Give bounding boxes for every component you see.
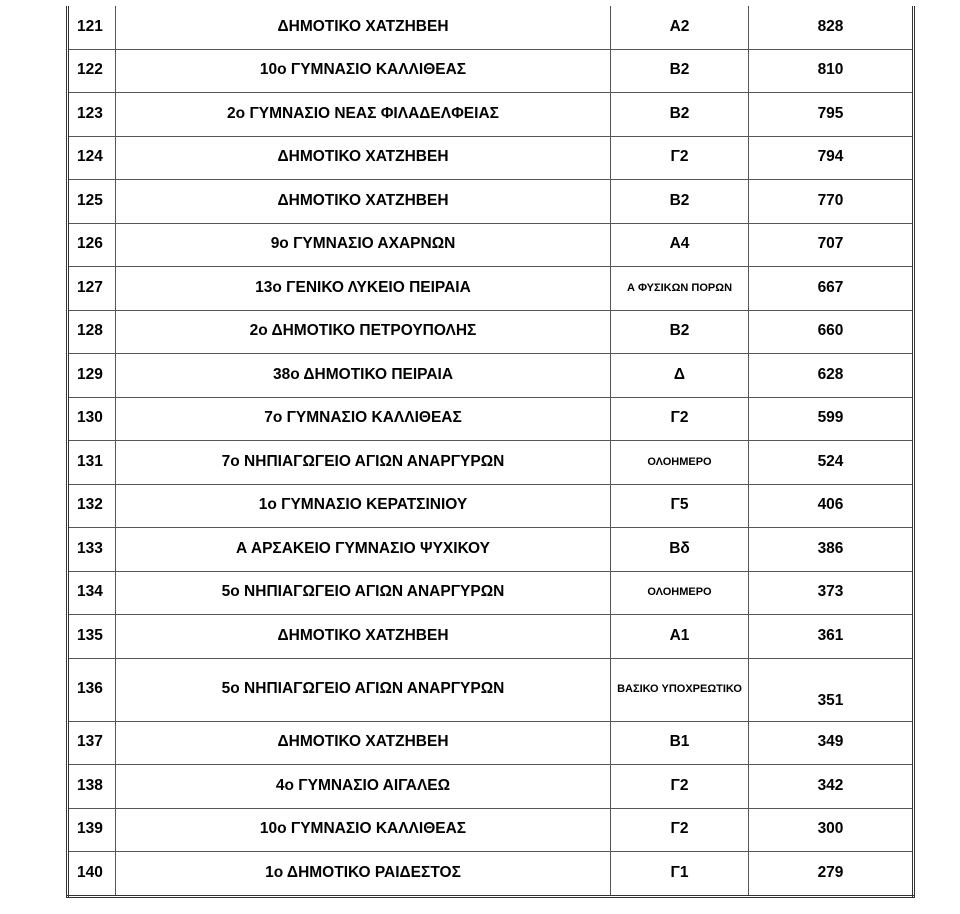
class-cell: Γ2 (611, 136, 749, 180)
class-cell: Β1 (611, 721, 749, 765)
rank-cell: 121 (68, 6, 116, 49)
value-cell: 628 (749, 354, 914, 398)
table-row (68, 223, 914, 267)
results-table-container (66, 6, 912, 898)
table-row (68, 571, 914, 615)
class-cell: Βδ (611, 528, 749, 572)
value-cell: 828 (749, 6, 914, 49)
school-cell: ΔΗΜΟΤΙΚΟ ΧΑΤΖΗΒΕΗ (116, 721, 611, 765)
class-cell: Β2 (611, 49, 749, 93)
school-cell: 4ο ΓΥΜΝΑΣΙΟ ΑΙΓΑΛΕΩ (116, 765, 611, 809)
class-cell: Α4 (611, 223, 749, 267)
rank-cell: 130 (68, 397, 116, 441)
value-cell: 599 (749, 397, 914, 441)
rank-cell: 134 (68, 571, 116, 615)
table-row (68, 397, 914, 441)
rank-cell: 122 (68, 49, 116, 93)
value-cell: 524 (749, 441, 914, 485)
value-cell: 349 (749, 721, 914, 765)
school-cell: ΔΗΜΟΤΙΚΟ ΧΑΤΖΗΒΕΗ (116, 6, 611, 49)
table-row (68, 310, 914, 354)
rank-cell: 136 (68, 658, 116, 721)
value-cell: 406 (749, 484, 914, 528)
class-cell: Α1 (611, 615, 749, 659)
rank-cell: 124 (68, 136, 116, 180)
class-cell: ΟΛΟΗΜΕΡΟ (611, 441, 749, 485)
school-cell: 10ο ΓΥΜΝΑΣΙΟ ΚΑΛΛΙΘΕΑΣ (116, 49, 611, 93)
value-cell: 373 (749, 571, 914, 615)
class-cell: Γ5 (611, 484, 749, 528)
table-row (68, 49, 914, 93)
school-cell: ΔΗΜΟΤΙΚΟ ΧΑΤΖΗΒΕΗ (116, 180, 611, 224)
school-cell: 38ο ΔΗΜΟΤΙΚΟ ΠΕΙΡΑΙΑ (116, 354, 611, 398)
results-table (66, 6, 915, 898)
rank-cell: 140 (68, 852, 116, 897)
class-cell: Β2 (611, 180, 749, 224)
class-cell: Β2 (611, 93, 749, 137)
rank-cell: 131 (68, 441, 116, 485)
class-cell: Γ2 (611, 808, 749, 852)
school-cell: 2ο ΔΗΜΟΤΙΚΟ ΠΕΤΡΟΥΠΟΛΗΣ (116, 310, 611, 354)
rank-cell: 137 (68, 721, 116, 765)
table-row (68, 484, 914, 528)
value-cell: 361 (749, 615, 914, 659)
value-cell: 667 (749, 267, 914, 311)
table-row (68, 615, 914, 659)
value-cell: 794 (749, 136, 914, 180)
school-cell: 7ο ΝΗΠΙΑΓΩΓΕΙΟ ΑΓΙΩΝ ΑΝΑΡΓΥΡΩΝ (116, 441, 611, 485)
value-cell: 707 (749, 223, 914, 267)
value-cell: 660 (749, 310, 914, 354)
school-cell: 5ο ΝΗΠΙΑΓΩΓΕΙΟ ΑΓΙΩΝ ΑΝΑΡΓΥΡΩΝ (116, 658, 611, 721)
rank-cell: 126 (68, 223, 116, 267)
school-cell: ΔΗΜΟΤΙΚΟ ΧΑΤΖΗΒΕΗ (116, 136, 611, 180)
school-cell: ΔΗΜΟΤΙΚΟ ΧΑΤΖΗΒΕΗ (116, 615, 611, 659)
value-cell: 300 (749, 808, 914, 852)
rank-cell: 133 (68, 528, 116, 572)
class-cell: ΒΑΣΙΚΟ ΥΠΟΧΡΕΩΤΙΚΟ (611, 658, 749, 721)
class-cell: ΟΛΟΗΜΕΡΟ (611, 571, 749, 615)
rank-cell: 123 (68, 93, 116, 137)
value-cell: 795 (749, 93, 914, 137)
rank-cell: 129 (68, 354, 116, 398)
school-cell: 1ο ΔΗΜΟΤΙΚΟ ΡΑΙΔΕΣΤΟΣ (116, 852, 611, 897)
school-cell: 7ο ΓΥΜΝΑΣΙΟ ΚΑΛΛΙΘΕΑΣ (116, 397, 611, 441)
rank-cell: 139 (68, 808, 116, 852)
class-cell: Α ΦΥΣΙΚΩΝ ΠΟΡΩΝ (611, 267, 749, 311)
class-cell: Β2 (611, 310, 749, 354)
rank-cell: 128 (68, 310, 116, 354)
school-cell: 1ο ΓΥΜΝΑΣΙΟ ΚΕΡΑΤΣΙΝΙΟΥ (116, 484, 611, 528)
table-row (68, 93, 914, 137)
value-cell: 810 (749, 49, 914, 93)
class-cell: Δ (611, 354, 749, 398)
school-cell: 5ο ΝΗΠΙΑΓΩΓΕΙΟ ΑΓΙΩΝ ΑΝΑΡΓΥΡΩΝ (116, 571, 611, 615)
value-cell: 770 (749, 180, 914, 224)
class-cell: Γ2 (611, 397, 749, 441)
table-row (68, 441, 914, 485)
table-row (68, 765, 914, 809)
value-cell: 342 (749, 765, 914, 809)
table-row (68, 180, 914, 224)
table-row (68, 852, 914, 897)
class-cell: Α2 (611, 6, 749, 49)
table-row (68, 658, 914, 721)
school-cell: 2ο ΓΥΜΝΑΣΙΟ ΝΕΑΣ ΦΙΛΑΔΕΛΦΕΙΑΣ (116, 93, 611, 137)
table-row (68, 267, 914, 311)
table-row (68, 528, 914, 572)
table-row (68, 6, 914, 49)
rank-cell: 125 (68, 180, 116, 224)
table-row (68, 808, 914, 852)
value-cell: 351 (749, 658, 914, 721)
class-cell: Γ1 (611, 852, 749, 897)
value-cell: 386 (749, 528, 914, 572)
school-cell: 9ο ΓΥΜΝΑΣΙΟ ΑΧΑΡΝΩΝ (116, 223, 611, 267)
rank-cell: 127 (68, 267, 116, 311)
rank-cell: 132 (68, 484, 116, 528)
rank-cell: 135 (68, 615, 116, 659)
table-row (68, 136, 914, 180)
value-cell: 279 (749, 852, 914, 897)
school-cell: 13ο ΓΕΝΙΚΟ ΛΥΚΕΙΟ ΠΕΙΡΑΙΑ (116, 267, 611, 311)
school-cell: Α ΑΡΣΑΚΕΙΟ ΓΥΜΝΑΣΙΟ ΨΥΧΙΚΟΥ (116, 528, 611, 572)
table-row (68, 721, 914, 765)
class-cell: Γ2 (611, 765, 749, 809)
table-row (68, 354, 914, 398)
rank-cell: 138 (68, 765, 116, 809)
school-cell: 10ο ΓΥΜΝΑΣΙΟ ΚΑΛΛΙΘΕΑΣ (116, 808, 611, 852)
results-table-body (68, 6, 914, 896)
